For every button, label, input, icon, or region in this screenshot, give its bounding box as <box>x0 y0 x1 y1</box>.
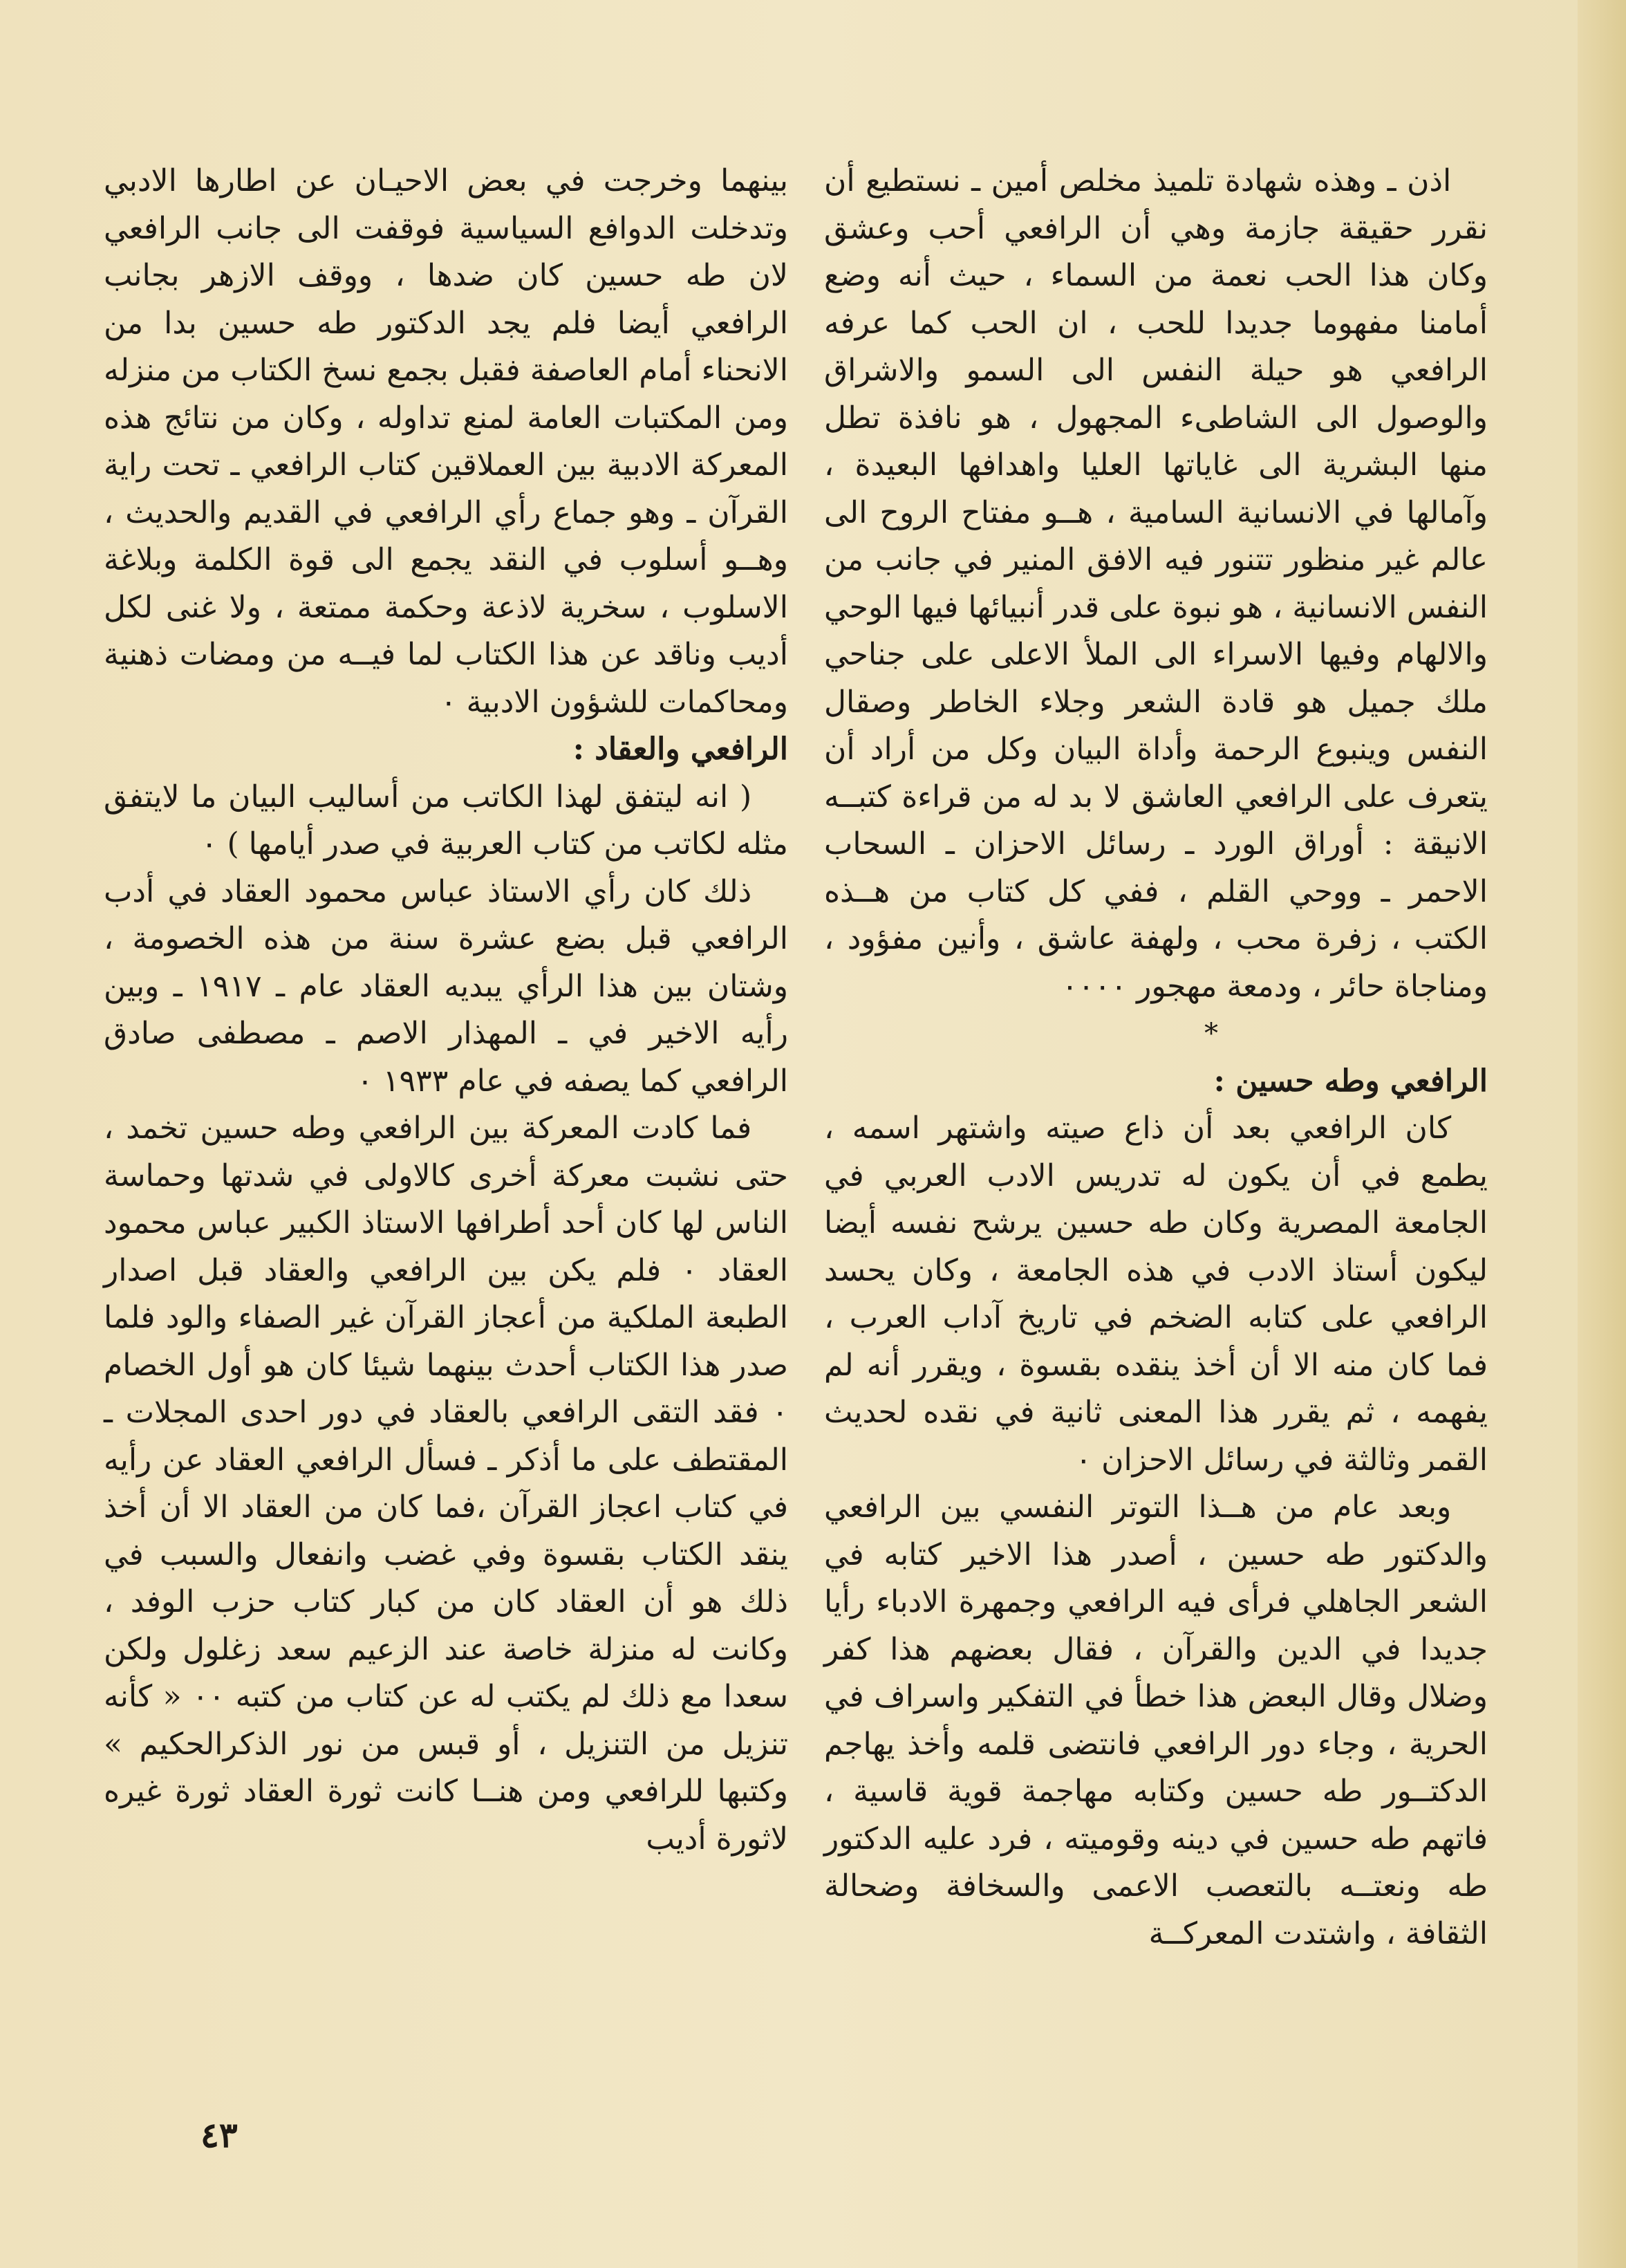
quote-paragraph: ( انه ليتفق لهذا الكاتب من أساليب البيان ما لايتفق مثله لكاتب من كتاب العربية في صدر أيامها ) ٠ <box>104 779 788 862</box>
section-heading-taha-hussein: الرافعي وطه حسين : <box>1213 1063 1488 1099</box>
body-paragraph: وبعد عام من هــذا التوتر النفسي بين الرافعي والدكتور طه حسين ، أصدر هذا الاخير كتابه في الشعر الجاهلي فرأى فيه الرافعي وجمهرة الادباء رأيا جديدا في الدين والقرآن ، فقال بعضهم هذا كفر وضلال وقال البعض هذا خطأ في التفكير واسراف في الحرية ، وجاء دور الرافعي فانتضى قلمه وأخذ يهاجم الدكتــور طه حسين وكتابه مهاجمة قوية قاسية ، فاتهم طه حسين في دينه وقوميته ، فرد عليه الدكتور طه ونعتــه بالتعصب الاعمى والسخافة وضحالة الثقافة ، واشتدت المعركــة <box>824 1489 1488 1951</box>
left-column <box>104 158 788 1863</box>
page-number: ٤٣ <box>200 2114 238 2155</box>
page-edge <box>1578 0 1626 2268</box>
body-paragraph: كان الرافعي بعد أن ذاع صيته واشتهر اسمه ، يطمع في أن يكون له تدريس الادب العربي في الجامعة المصرية وكان طه حسين يرشح نفسه أيضا ليكون أستاذ الادب في هذه الجامعة ، وكان يحسد الرافعي على كتابه الضخم في تاريخ آداب العرب ، فما كان منه الا أن أخذ ينقده بقسوة ، ويقرر أنه لم يفهمه ، ثم يقرر هذا المعنى ثانية في نقده لحديث القمر وثالثة في رسائل الاحزان ٠ <box>824 1110 1488 1478</box>
right-column <box>824 158 1488 1958</box>
continued-paragraph: بينهما وخرجت في بعض الاحيـان عن اطارها الادبي وتدخلت الدوافع السياسية فوقفت الى جانب الرافعي لان طه حسين كان ضدها ، ووقف الازهر بجانب الرافعي أيضا فلم يجد الدكتور طه حسين بدا من الانحناء أمام العاصفة فقبل بجمع نسخ الكتاب من منزله ومن المكتبات العامة لمنع تداوله ، وكان من نتائج هذه المعركة الادبية بين العملاقين كتاب الرافعي ـ تحت راية القرآن ـ وهو جماع رأي الرافعي في القديم والحديث ، وهــو أسلوب في النقد يجمع الى قوة الكلمة وبلاغة الاسلوب ، سخرية لاذعة وحكمة ممتعة ، ولا غنى لكل أديب وناقد عن هذا الكتاب لما فيــه من ومضات ذهنية ومحاكمات للشؤون الادبية ٠ <box>104 163 788 720</box>
body-paragraph: فما كادت المعركة بين الرافعي وطه حسين تخمد ، حتى نشبت معركة أخرى كالاولى في شدتها وحماسة الناس لها كان أحد أطرافها الاستاذ الكبير عباس محمود العقاد ٠ فلم يكن بين الرافعي والعقاد قبل اصدار الطبعة الملكية من أعجاز القرآن غير الصفاء والود فلما صدر هذا الكتاب أحدث بينهما شيئا كان هو أول الخصام ٠ فقد التقى الرافعي بالعقاد في دور احدى المجلات ـ المقتطف على ما أذكر ـ فسأل الرافعي العقاد عن رأيه في كتاب اعجاز القرآن ،فما كان من العقاد الا أن أخذ ينقد الكتاب بقسوة وفي غضب وانفعال والسبب في ذلك هو أن العقاد كان من كبار كتاب حزب الوفد ، وكانت له منزلة خاصة عند الزعيم سعد زغلول ولكن سعدا مع ذلك لم يكتب له عن كتاب من كتبه ٠٠ « كأنه تنزيل من التنزيل ، أو قبس من نور الذكرالحكيم » وكتبها للرافعي ومن هنــا كانت ثورة العقاد ثورة غيره لاثورة أديب <box>104 1110 789 1857</box>
section-divider-star: * <box>1204 1018 1218 1050</box>
intro-paragraph: اذن ـ وهذه شهادة تلميذ مخلص أمين ـ نستطيع أن نقرر حقيقة جازمة وهي أن الرافعي أحب وعشق وكان هذا الحب نعمة من السماء ، حيث أنه وضع أمامنا مفهوما جديدا للحب ، ان الحب كما عرفه الرافعي هو حيلة النفس الى السمو والاشراق والوصول الى الشاطىء المجهول ، هو نافذة تطل منها البشرية الى غاياتها العليا واهدافها البعيدة ، وآمالها في الانسانية السامية ، هــو مفتاح الروح الى عالم غير منظور تتنور فيه الافق المنير في جانب من النفس الانسانية ، هو نبوة على قدر أنبيائها فيها الوحي والالهام وفيها الاسراء الى الملأ الاعلى على جناحي ملك جميل هو قادة الشعر وجلاء الخاطر وصقال النفس وينبوع الرحمة وأداة البيان وكل من أراد أن يتعرف على الرافعي العاشق لا بد له من قراءة كتبــه الانيقة : أوراق الورد ـ رسائل الاحزان ـ السحاب الاحمر ـ ووحي القلم ، ففي كل كتاب من هــذه الكتب ، زفرة محب ، ولهفة عاشق ، وأنين مفؤود ، ومناجاة حائر ، ودمعة مهجور ٠٠٠٠ <box>824 163 1488 1004</box>
body-paragraph: ذلك كان رأي الاستاذ عباس محمود العقاد في أدب الرافعي قبل بضع عشرة سنة من هذه الخصومة ، وشتان بين هذا الرأي يبديه العقاد عام ـ ١٩١٧ ـ وبين رأيه الاخير في ـ المهذار الاصم ـ مصطفى صادق الرافعي كما يصفه في عام ١٩٣٣ ٠ <box>104 873 788 1099</box>
section-heading-aqqad: الرافعي والعقاد : <box>572 732 788 767</box>
